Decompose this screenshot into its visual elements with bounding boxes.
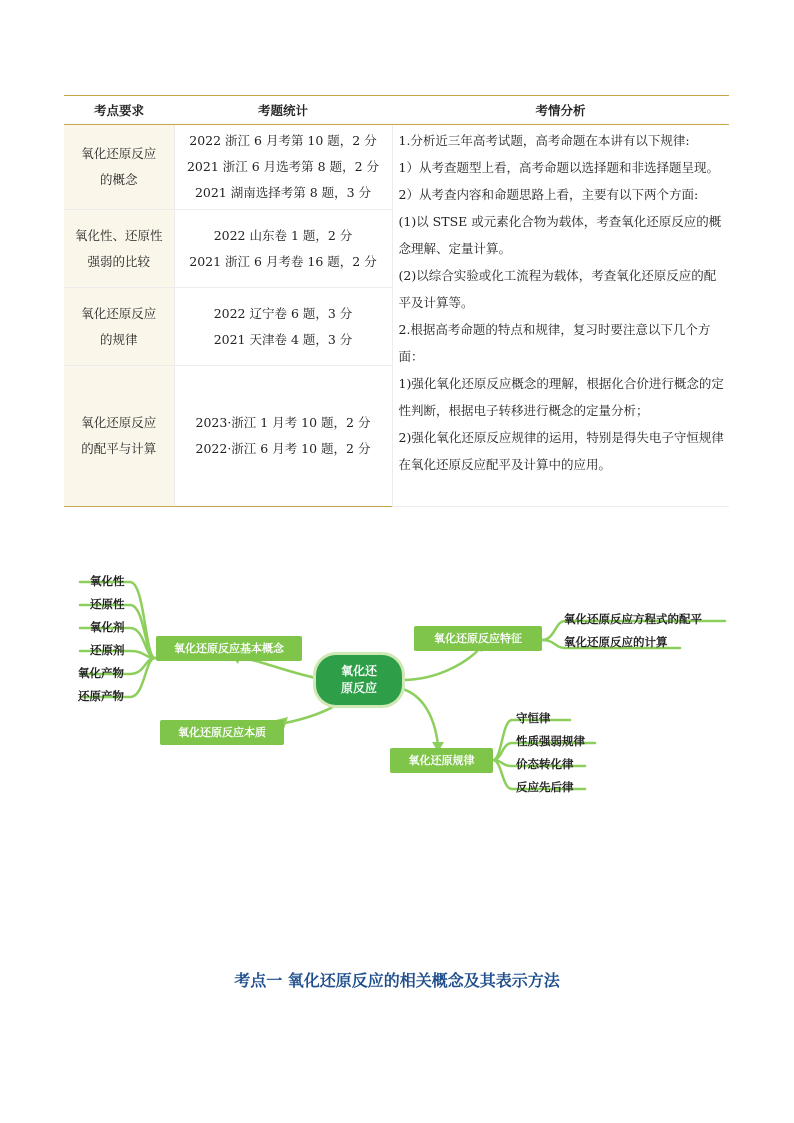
header-statistics: 考题统计 [174, 96, 392, 125]
analysis-line: 2）从考查内容和命题思路上看，主要有以下两个方面: [398, 187, 699, 202]
stat-line: 2022 山东卷 1 题，2 分 [213, 227, 353, 243]
essence-node: 氧化还原反应本质 [160, 720, 284, 745]
stat-line: 2022·浙江 6 月考 10 题，2 分 [195, 441, 371, 456]
requirement-line: 的规律 [99, 331, 138, 347]
requirement-cell [64, 210, 174, 288]
leaf-strength-law: 性质强弱规律 [516, 734, 585, 748]
rules-node: 氧化还原规律 [390, 748, 493, 773]
stats-cell [174, 125, 392, 210]
requirement-line: 氧化还原反应 [81, 305, 157, 321]
center-line: 原反应 [340, 681, 377, 695]
stat-line: 2021 浙江 6 月考卷 16 题，2 分 [189, 253, 377, 269]
leaf-oxidant: 氧化剂 [90, 620, 125, 634]
leaf-reducing-property: 还原性 [90, 597, 125, 611]
basic-concepts-node: 氧化还原反应基本概念 [156, 636, 302, 661]
analysis-line: 1)强化氧化还原反应概念的理解，根据化合价进行概念的定性判断，根据电子转移进行概念的定量分析； [398, 376, 724, 418]
requirement-cell [64, 366, 174, 507]
analysis-line: 1.分析近三年高考试题，高考命题在本讲有以下规律: [398, 133, 690, 148]
stat-line: 2021 天津卷 4 题，3 分 [213, 331, 353, 347]
requirement-line: 的概念 [99, 172, 138, 187]
requirement-line: 强弱的比较 [87, 253, 150, 269]
stat-line: 2021 湖南选择考第 8 题，3 分 [194, 185, 372, 200]
leaf-reductant: 还原剂 [90, 643, 125, 657]
section-heading: 考点一 氧化还原反应的相关概念及其表示方法 [234, 971, 560, 990]
requirement-line: 氧化还原反应 [81, 146, 157, 161]
center-node [316, 655, 402, 705]
leaf-calculation: 氧化还原反应的计算 [564, 635, 668, 649]
stats-cell [174, 366, 392, 507]
mind-map [70, 560, 730, 810]
stat-line: 2022 浙江 6 月考第 10 题，2 分 [189, 133, 377, 148]
requirement-line: 氧化性、还原性 [74, 227, 163, 243]
header-analysis: 考情分析 [392, 96, 729, 125]
table-row [64, 125, 729, 210]
leaf-balancing: 氧化还原反应方程式的配平 [564, 612, 702, 626]
header-requirement: 考点要求 [64, 96, 174, 125]
stats-cell [174, 288, 392, 366]
requirement-line: 氧化还原反应 [81, 415, 157, 430]
analysis-line: 2)强化氧化还原反应规律的运用，特别是得失电子守恒规律在氧化还原反应配平及计算中的应用。 [398, 430, 724, 472]
leaf-oxidizing-property: 氧化性 [90, 574, 125, 588]
analysis-line: (2)以综合实验或化工流程为载体，考查氧化还原反应的配平及计算等。 [398, 268, 717, 310]
leaf-conservation-law: 守恒律 [516, 711, 551, 725]
center-line: 氧化还 [340, 664, 377, 678]
exam-analysis-table [64, 95, 729, 507]
stat-line: 2023·浙江 1 月考 10 题，2 分 [195, 415, 371, 430]
stat-line: 2021 浙江 6 月选考第 8 题，2 分 [186, 159, 379, 174]
analysis-line: 1）从考查题型上看，高考命题以选择题和非选择题呈现。 [398, 160, 719, 175]
requirement-cell [64, 288, 174, 366]
analysis-cell [392, 125, 729, 507]
analysis-line: (1)以 STSE 或元素化合物为载体，考查氧化还原反应的概念理解、定量计算。 [398, 214, 722, 256]
requirement-line: 的配平与计算 [81, 441, 157, 456]
leaf-reduction-product: 还原产物 [78, 689, 124, 703]
requirement-cell [64, 125, 174, 210]
leaf-valence-law: 价态转化律 [516, 757, 574, 771]
stats-cell [174, 210, 392, 288]
analysis-line: 2.根据高考命题的特点和规律，复习时要注意以下几个方面： [398, 322, 711, 364]
leaf-oxidation-product: 氧化产物 [78, 666, 124, 680]
stat-line: 2022 辽宁卷 6 题，3 分 [213, 305, 353, 321]
leaf-order-law: 反应先后律 [516, 780, 574, 794]
features-node: 氧化还原反应特征 [414, 626, 542, 651]
table-header-row [64, 96, 729, 125]
